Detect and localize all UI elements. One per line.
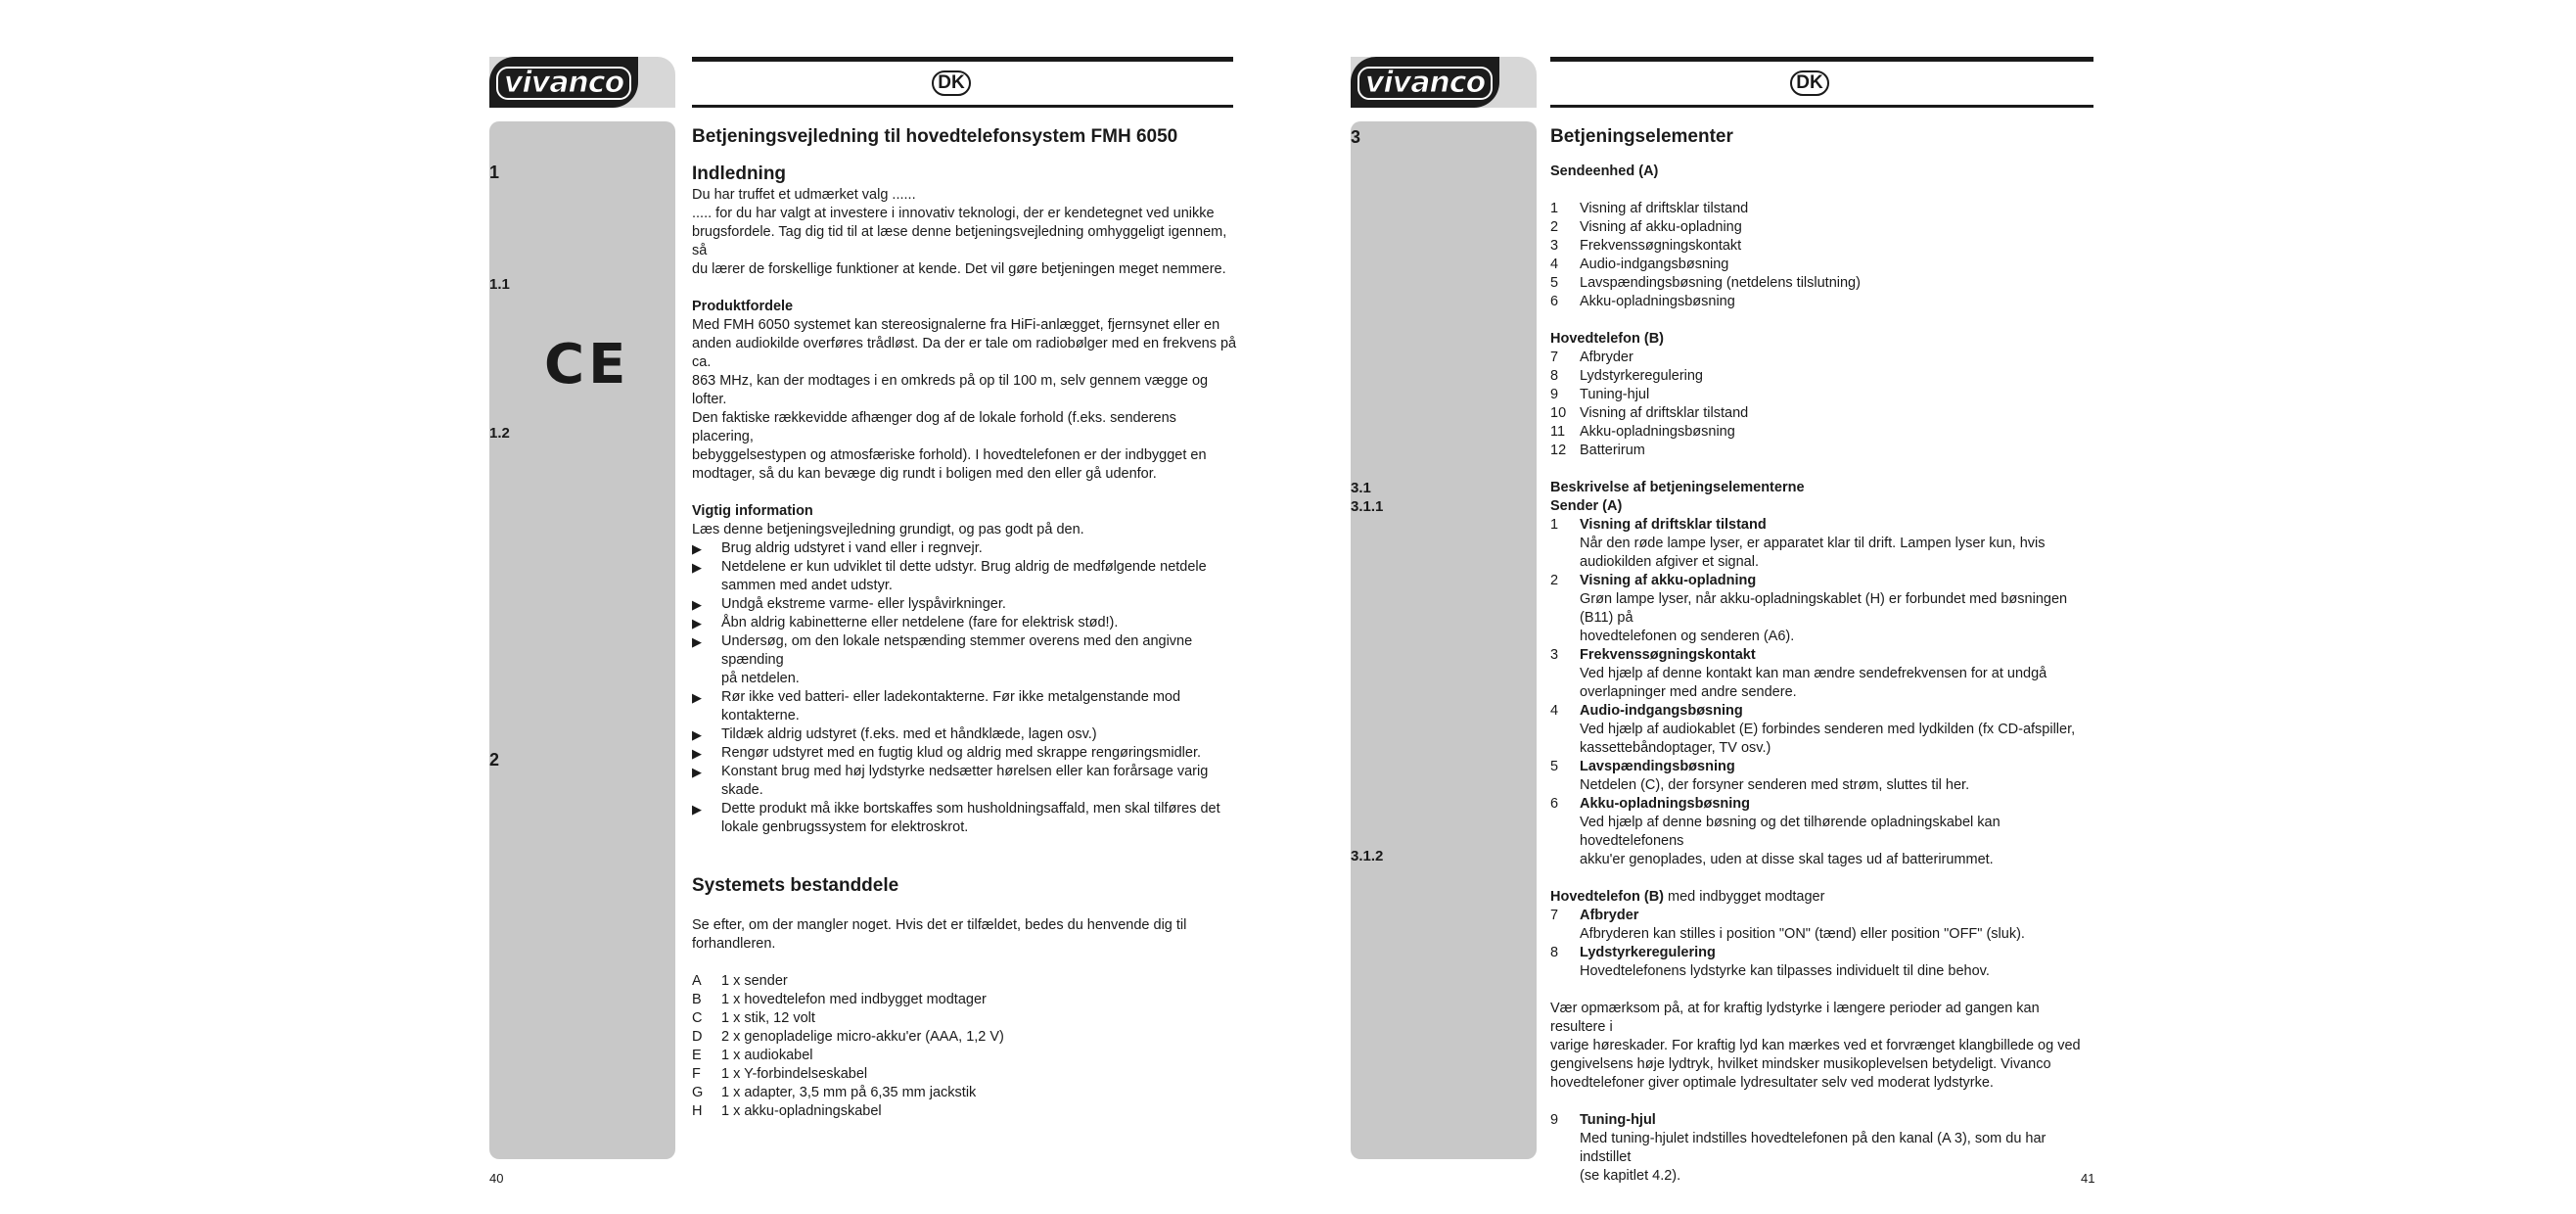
warning-item xyxy=(692,595,1240,614)
paragraph-line: forhandleren. xyxy=(692,936,776,952)
paragraph-line: anden audiokilde overføres trådløst. Da der er tale om radiobølger med en frekvens på ca. xyxy=(692,336,1237,370)
paragraph-line: brugsfordele. Tag dig tid til at læse denne betjeningsvejledning omhyggeligt igennem, så xyxy=(692,224,1227,258)
item-letter: H xyxy=(692,1103,703,1119)
item-text: Audio-indgangsbøsning xyxy=(1580,257,1729,272)
warning-text xyxy=(721,539,983,558)
item-number: 5 xyxy=(1550,275,1559,291)
bullet-marker-icon: ▶ xyxy=(692,765,702,779)
item-number: 7 xyxy=(1550,350,1559,365)
parts-item xyxy=(692,1009,1240,1028)
paragraph-line: Læs denne betjeningsvejledning grundigt, og pas godt på den. xyxy=(692,522,1084,537)
item-number: 2 xyxy=(1550,573,1559,588)
parts-item xyxy=(692,1065,1240,1084)
description-line: akku'er genoplades, uden at disse skal tages ud af batterirummet. xyxy=(1580,852,1994,867)
brand-logo xyxy=(1351,57,1499,108)
description-body xyxy=(1580,646,2047,702)
description-line: Ved hjælp af denne kontakt kan man ændre sendefrekvensen for at undgå xyxy=(1580,666,2047,681)
description-line: Grøn lampe lyser, når akku-opladningskablet (H) er forbundet med bøsningen (B11) på xyxy=(1580,591,2068,626)
paragraph-line: Vær opmærksom på, at for kraftig lydstyrke i længere perioder ad gangen kan resultere i xyxy=(1550,1001,2040,1035)
section-number: 1.1 xyxy=(489,276,510,293)
item-number: 9 xyxy=(1550,1112,1559,1128)
description-line: overlapninger med andre sendere. xyxy=(1580,684,1797,700)
item-text: 2 x genopladelige micro-akku'er (AAA, 1,2 V) xyxy=(721,1029,1004,1045)
component-item xyxy=(1550,237,2098,256)
paragraph-line: gengivelsens høje lydtryk, hvilket mindsker musikoplevelsen betydeligt. Vivanco xyxy=(1550,1056,2051,1072)
item-number: 7 xyxy=(1550,908,1559,923)
warning-text xyxy=(721,595,1006,614)
item-letter: F xyxy=(692,1066,701,1082)
item-number: 4 xyxy=(1550,257,1559,272)
warning-line: Brug aldrig udstyret i vand eller i regnvejr. xyxy=(721,540,983,556)
item-text: 1 x adapter, 3,5 mm på 6,35 mm jackstik xyxy=(721,1085,977,1100)
warning-item xyxy=(692,614,1240,632)
component-item xyxy=(1550,274,2098,293)
item-text: Lavspændingsbøsning (netdelens tilslutning) xyxy=(1580,275,1861,291)
ce-mark: CE xyxy=(544,333,630,397)
subsection-heading: Hovedtelefon (B) xyxy=(1550,331,1664,347)
description-line: Med tuning-hjulet indstilles hovedtelefonen på den kanal (A 3), som du har indstillet xyxy=(1580,1131,2047,1165)
section-heading: Beskrivelse af betjeningselementerne xyxy=(1550,480,1805,495)
component-item xyxy=(1550,218,2098,237)
component-item xyxy=(1550,367,2098,386)
item-number: 8 xyxy=(1550,945,1559,960)
description-body xyxy=(1580,1111,2098,1186)
component-item xyxy=(1550,423,2098,442)
description-title: Visning af driftsklar tilstand xyxy=(1580,517,1767,533)
bullet-marker-icon: ▶ xyxy=(692,727,702,742)
item-text: Batterirum xyxy=(1580,443,1645,458)
description-body xyxy=(1580,907,2025,944)
item-number: 12 xyxy=(1550,443,1567,458)
description-item xyxy=(1550,572,2098,646)
section-number: 3.1 xyxy=(1351,480,1371,496)
component-item xyxy=(1550,349,2098,367)
item-number: 9 xyxy=(1550,387,1559,402)
warning-text xyxy=(721,725,1097,744)
description-body xyxy=(1580,795,2098,869)
section-heading: Systemets bestanddele xyxy=(692,875,899,896)
item-letter: C xyxy=(692,1010,703,1026)
description-title: Tuning-hjul xyxy=(1580,1112,1656,1128)
subsection-heading: Sendeenhed (A) xyxy=(1550,163,1659,179)
tuning-description xyxy=(1550,1111,2098,1186)
paragraph-line: hovedtelefoner giver optimale lydresultater selv ved moderat lydstyrke. xyxy=(1550,1075,1994,1091)
paragraph-line: varige høreskader. For kraftig lyd kan mærkes ved et forvrænget klangbillede og ved xyxy=(1550,1038,2081,1053)
warning-text xyxy=(721,632,1240,688)
parts-item xyxy=(692,972,1240,991)
parts-item xyxy=(692,1102,1240,1121)
component-item xyxy=(1550,293,2098,311)
sidebar xyxy=(489,121,675,1159)
item-text: Tuning-hjul xyxy=(1580,387,1650,402)
description-line: Ved hjælp af denne bøsning og det tilhørende opladningskabel kan hovedtelefonens xyxy=(1580,815,2001,849)
warning-line: Åbn aldrig kabinetterne eller netdelene (fare for elektrisk stød!). xyxy=(721,615,1119,630)
item-text: 1 x hovedtelefon med indbygget modtager xyxy=(721,992,987,1007)
item-text: 1 x akku-opladningskabel xyxy=(721,1103,882,1119)
item-letter: A xyxy=(692,973,702,989)
brand-logo-tab xyxy=(489,57,675,108)
paragraph-line: bebyggelsestypen og atmosfæriske forhold). I hovedtelefonen er der indbygget en xyxy=(692,447,1207,463)
section-number: 1 xyxy=(489,163,500,182)
section-heading: Vigtig information xyxy=(692,503,813,519)
item-text: Visning af driftsklar tilstand xyxy=(1580,405,1749,421)
right-content xyxy=(1550,125,2098,1186)
item-text: Akku-opladningsbøsning xyxy=(1580,294,1735,309)
section-heading: Produktfordele xyxy=(692,299,794,314)
paragraph-line: ..... for du har valgt at investere i innovativ teknologi, der er kendetegnet ved unikke xyxy=(692,206,1215,221)
warning-line: Undersøg, om den lokale netspænding stemmer overens med den angivne spænding xyxy=(721,633,1193,668)
bullet-marker-icon: ▶ xyxy=(692,597,702,612)
warning-line: Dette produkt må ikke bortskaffes som husholdningsaffald, men skal tilføres det xyxy=(721,801,1220,817)
paragraph-line: Se efter, om der mangler noget. Hvis det er tilfældet, bedes du henvende dig til xyxy=(692,917,1187,933)
warning-item xyxy=(692,632,1240,688)
description-line: Ved hjælp af audiokablet (E) forbindes senderen med lydkilden (fx CD-afspiller, xyxy=(1580,722,2076,737)
sender-component-list xyxy=(1550,200,2098,311)
warning-line: Konstant brug med høj lydstyrke nedsætter hørelsen eller kan forårsage varig skade. xyxy=(721,764,1209,798)
description-title: Audio-indgangsbøsning xyxy=(1580,703,1743,719)
paragraph-line: du lærer de forskellige funktioner at kende. Det vil gøre betjeningen meget nemmere. xyxy=(692,261,1226,277)
warning-text xyxy=(721,800,1220,837)
headphone-description-list xyxy=(1550,907,2098,981)
bullet-marker-icon: ▶ xyxy=(692,746,702,761)
page-number: 40 xyxy=(489,1171,504,1186)
warning-item xyxy=(692,725,1240,744)
item-number: 8 xyxy=(1550,368,1559,384)
description-item xyxy=(1550,702,2098,758)
headphone-component-list xyxy=(1550,349,2098,460)
component-item xyxy=(1550,442,2098,460)
item-number: 2 xyxy=(1550,219,1559,235)
description-item xyxy=(1550,1111,2098,1186)
component-item xyxy=(1550,256,2098,274)
description-item xyxy=(1550,516,2098,572)
item-text: Afbryder xyxy=(1580,350,1633,365)
warning-item xyxy=(692,800,1240,837)
section-heading: Indledning xyxy=(692,163,787,184)
warning-item xyxy=(692,539,1240,558)
brand-logo xyxy=(489,57,638,108)
language-badge: DK xyxy=(932,70,971,96)
warning-line: Tildæk aldrig udstyret (f.eks. med et håndklæde, lagen osv.) xyxy=(721,726,1097,742)
description-title: Afbryder xyxy=(1580,908,1639,923)
header-rule xyxy=(692,57,1233,108)
warning-item xyxy=(692,744,1240,763)
component-item xyxy=(1550,404,2098,423)
warning-item xyxy=(692,688,1240,725)
description-body xyxy=(1580,572,2098,646)
bullet-marker-icon: ▶ xyxy=(692,690,702,705)
description-title: Akku-opladningsbøsning xyxy=(1580,796,1750,812)
item-number: 3 xyxy=(1550,647,1559,663)
description-title: Lydstyrkeregulering xyxy=(1580,945,1716,960)
bullet-marker-icon: ▶ xyxy=(692,802,702,817)
warning-item xyxy=(692,558,1240,595)
sidebar xyxy=(1351,121,1537,1159)
warning-text xyxy=(721,614,1118,632)
item-number: 5 xyxy=(1550,759,1559,774)
item-text: Lydstyrkeregulering xyxy=(1580,368,1703,384)
header-rule xyxy=(1550,57,2093,108)
warning-line: på netdelen. xyxy=(721,671,800,686)
item-number: 4 xyxy=(1550,703,1559,719)
description-line: Hovedtelefonens lydstyrke kan tilpasses individuelt til dine behov. xyxy=(1580,963,1990,979)
item-number: 6 xyxy=(1550,796,1559,812)
bullet-marker-icon: ▶ xyxy=(692,560,702,575)
item-letter: G xyxy=(692,1085,704,1100)
paragraph-line: Med FMH 6050 systemet kan stereosignalerne fra HiFi-anlægget, fjernsynet eller en xyxy=(692,317,1220,333)
description-body xyxy=(1580,516,2045,572)
parts-item xyxy=(692,1047,1240,1065)
brand-logo-text: vivanco xyxy=(1357,67,1493,100)
description-body xyxy=(1580,758,1969,795)
bullet-marker-icon: ▶ xyxy=(692,616,702,630)
item-number: 1 xyxy=(1550,201,1559,216)
component-item xyxy=(1550,200,2098,218)
section-number: 1.2 xyxy=(489,425,510,442)
section-number: 3 xyxy=(1351,127,1361,147)
subsection-heading: Sender (A) xyxy=(1550,498,1623,514)
item-number: 10 xyxy=(1550,405,1567,421)
right-page xyxy=(1288,0,2576,1214)
description-body xyxy=(1580,702,2075,758)
paragraph-line: modtager, så du kan bevæge dig rundt i boligen med den eller gå udenfor. xyxy=(692,466,1157,482)
section-number: 3.1.2 xyxy=(1351,848,1384,864)
warning-line: Rengør udstyret med en fugtig klud og aldrig med skrappe rengøringsmidler. xyxy=(721,745,1202,761)
language-badge: DK xyxy=(1790,70,1829,96)
page-title: Betjeningsvejledning til hovedtelefonsystem FMH 6050 xyxy=(692,126,1178,147)
description-title: Frekvenssøgningskontakt xyxy=(1580,647,1756,663)
warning-line: lokale genbrugssystem for elektroskrot. xyxy=(721,819,969,835)
description-item xyxy=(1550,795,2098,869)
section-heading: Betjeningselementer xyxy=(1550,126,1733,147)
item-text: Frekvenssøgningskontakt xyxy=(1580,238,1742,254)
parts-item xyxy=(692,1084,1240,1102)
left-content xyxy=(692,125,1240,1121)
brand-logo-text: vivanco xyxy=(496,67,631,100)
parts-list xyxy=(692,972,1240,1121)
item-number: 1 xyxy=(1550,517,1559,533)
warning-item xyxy=(692,763,1240,800)
item-text: 1 x stik, 12 volt xyxy=(721,1010,815,1026)
item-number: 11 xyxy=(1550,424,1566,440)
item-letter: D xyxy=(692,1029,703,1045)
description-line: Når den røde lampe lyser, er apparatet klar til drift. Lampen lyser kun, hvis xyxy=(1580,536,2046,551)
warning-text xyxy=(721,558,1207,595)
description-title: Lavspændingsbøsning xyxy=(1580,759,1735,774)
item-letter: B xyxy=(692,992,702,1007)
paragraph-line: 863 MHz, kan der modtages i en omkreds på op til 100 m, selv gennem vægge og lofter. xyxy=(692,373,1209,407)
description-line: Netdelen (C), der forsyner senderen med strøm, sluttes til her. xyxy=(1580,777,1970,793)
warning-line: kontakterne. xyxy=(721,708,800,724)
description-line: hovedtelefonen og senderen (A6). xyxy=(1580,629,1795,644)
description-line: (se kapitlet 4.2). xyxy=(1580,1168,1681,1184)
bullet-marker-icon: ▶ xyxy=(692,541,702,556)
description-item xyxy=(1550,646,2098,702)
description-item xyxy=(1550,944,2098,981)
description-body xyxy=(1580,944,1990,981)
description-title: Visning af akku-opladning xyxy=(1580,573,1757,588)
item-text: 1 x audiokabel xyxy=(721,1048,813,1063)
section-number: 2 xyxy=(489,750,500,770)
description-item xyxy=(1550,907,2098,944)
paragraph-line: Den faktiske rækkevidde afhænger dog af de lokale forhold (f.eks. senderens placering, xyxy=(692,410,1176,444)
item-text: Akku-opladningsbøsning xyxy=(1580,424,1735,440)
subsection-heading: Hovedtelefon (B) xyxy=(1550,889,1664,905)
item-text: Visning af akku-opladning xyxy=(1580,219,1742,235)
parts-item xyxy=(692,1028,1240,1047)
warning-line: Rør ikke ved batteri- eller ladekontakterne. Før ikke metalgenstande mod xyxy=(721,689,1181,705)
sender-description-list xyxy=(1550,516,2098,869)
item-number: 6 xyxy=(1550,294,1559,309)
description-line: kassettebåndoptager, TV osv.) xyxy=(1580,740,1771,756)
item-number: 3 xyxy=(1550,238,1559,254)
item-letter: E xyxy=(692,1048,702,1063)
description-item xyxy=(1550,758,2098,795)
warning-line: sammen med andet udstyr. xyxy=(721,578,893,593)
warning-text xyxy=(721,744,1201,763)
description-line: audiokilden afgiver et signal. xyxy=(1580,554,1759,570)
paragraph-line: Du har truffet et udmærket valg ...... xyxy=(692,187,916,203)
warning-line: Netdelene er kun udviklet til dette udstyr. Brug aldrig de medfølgende netdele xyxy=(721,559,1207,575)
item-text: Visning af driftsklar tilstand xyxy=(1580,201,1749,216)
warning-text xyxy=(721,688,1180,725)
page-number: 41 xyxy=(2081,1171,2095,1186)
subsection-heading-suffix: med indbygget modtager xyxy=(1664,889,1825,905)
warning-line: Undgå ekstreme varme- eller lyspåvirkninger. xyxy=(721,596,1006,612)
item-text: 1 x Y-forbindelseskabel xyxy=(721,1066,868,1082)
warning-text xyxy=(721,763,1240,800)
bullet-marker-icon: ▶ xyxy=(692,634,702,649)
section-number: 3.1.1 xyxy=(1351,498,1384,515)
description-line: Afbryderen kan stilles i position "ON" (tænd) eller position "OFF" (sluk). xyxy=(1580,926,2025,942)
item-text: 1 x sender xyxy=(721,973,788,989)
warning-list xyxy=(692,539,1240,837)
component-item xyxy=(1550,386,2098,404)
parts-item xyxy=(692,991,1240,1009)
brand-logo-tab xyxy=(1351,57,1537,108)
